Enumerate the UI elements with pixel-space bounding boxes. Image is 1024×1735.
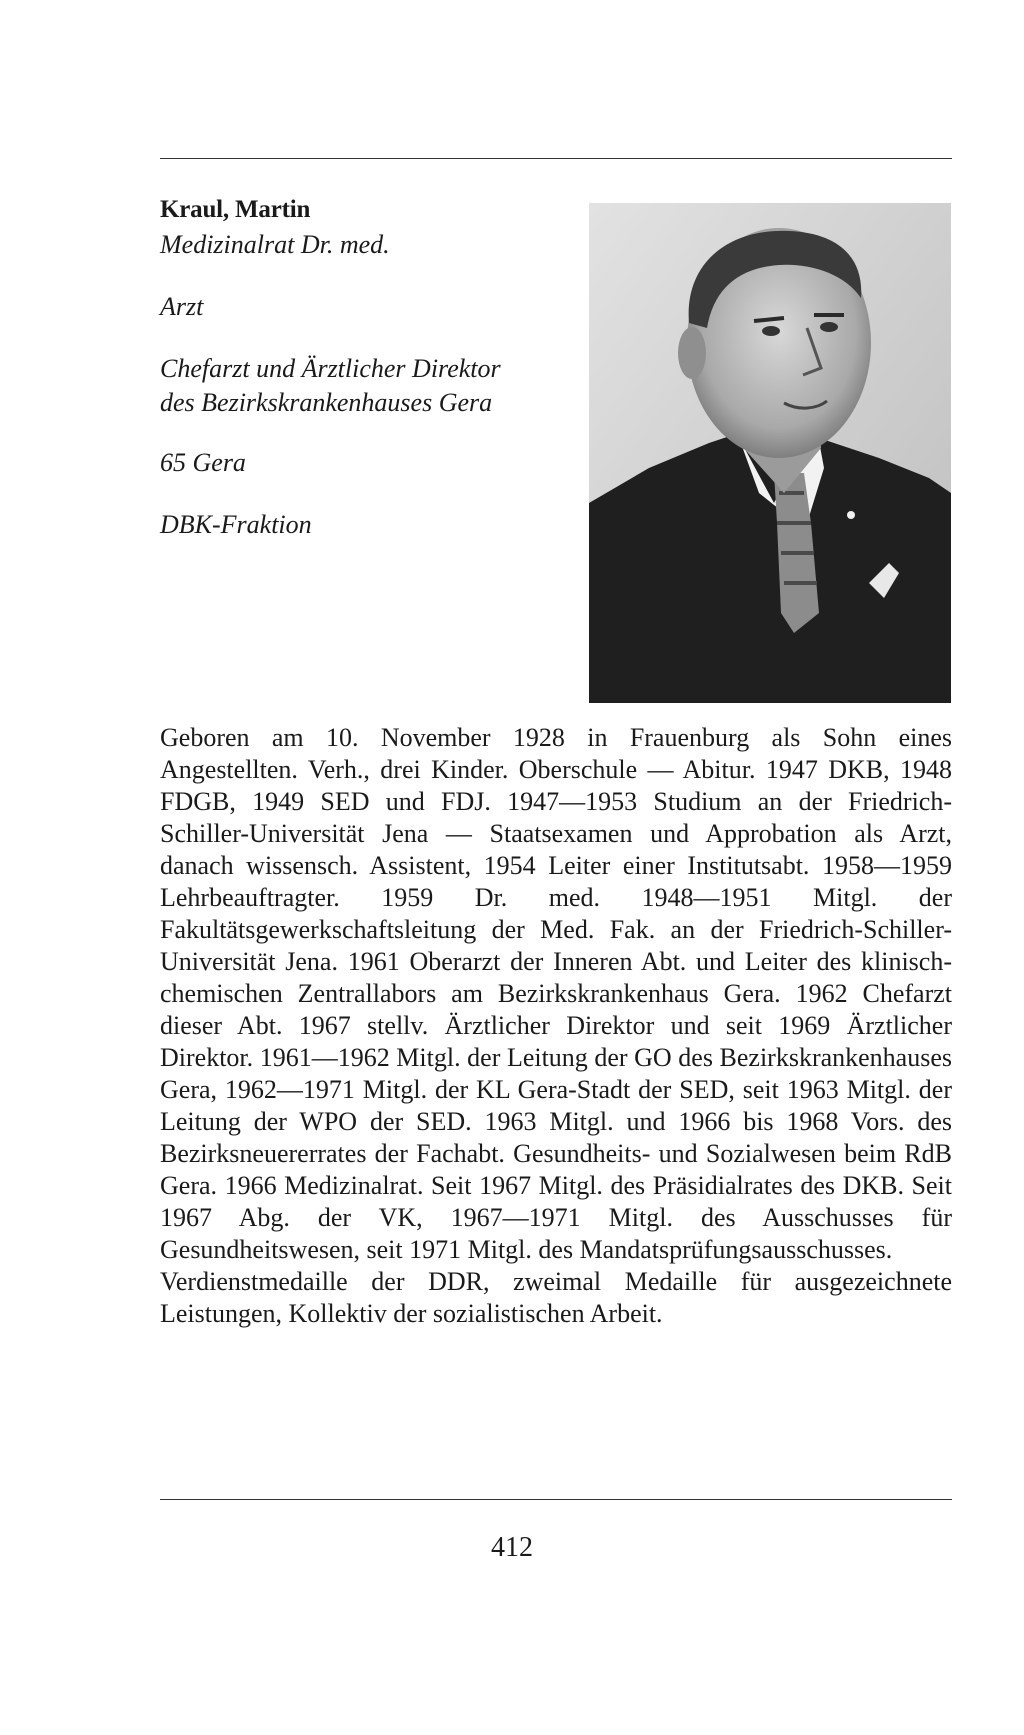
fraction: DBK-Fraktion <box>160 510 312 539</box>
biography-section <box>160 722 952 1330</box>
page-number: 412 <box>491 1532 533 1563</box>
portrait-photo <box>589 203 951 703</box>
portrait-photo-icon <box>589 203 951 703</box>
entry-header <box>160 196 580 262</box>
bottom-rule <box>160 1499 952 1500</box>
academic-title: Medizinalrat Dr. med. <box>160 230 390 259</box>
top-rule <box>160 158 952 159</box>
location: 65 Gera <box>160 448 246 477</box>
position <box>160 352 560 420</box>
position-line-1: Chefarzt und Ärztlicher Direktor <box>160 354 501 383</box>
profession: Arzt <box>160 292 204 321</box>
biography-text: Geboren am 10. November 1928 in Frauenburg als Sohn eines Angestellten. Verh., drei Kinder. Oberschule — Abitur. 1947 DKB, 1948 FDGB, 1949 SED und FDJ. 1947—1953 Studium an der Friedrich-Schiller-Universität Jena — Staatsexamen und Approbation als Arzt, danach wissensch. Assistent, 1954 Leiter einer Institutsabt. 1958—1959 Lehrbeauftragter. 1959 Dr. med. 1948—1951 Mitgl. der Fakultätsgewerkschaftsleitung der Med. Fak. an der Friedrich-Schiller-Universität Jena. 1961 Oberarzt der Inneren Abt. und Leiter des klinisch-chemischen Zentrallabors am Bezirkskrankenhaus Gera. 1962 Chefarzt dieser Abt. 1967 stellv. Ärztlicher Direktor und seit 1969 Ärztlicher Direktor. 1961—1962 Mitgl. der Leitung der GO des Bezirkskrankenhauses Gera, 1962—1971 Mitgl. der KL Gera-Stadt der SED, seit 1963 Mitgl. der Leitung der WPO der SED. 1963 Mitgl. und 1966 bis 1968 Vors. des Bezirksneuererrates der Fachabt. Gesundheits- und Sozialwesen beim RdB Gera. 1966 Medizinalrat. Seit 1967 Mitgl. des Präsidialrates des DKB. Seit 1967 Abg. der VK, 1967—1971 Mitgl. des Ausschusses für Gesundheitswesen, seit 1971 Mitgl. des Mandatsprüfungsausschusses. <box>160 723 952 1264</box>
person-name: Kraul, Martin <box>160 196 311 223</box>
position-line-2: des Bezirkskrankenhauses Gera <box>160 388 493 417</box>
awards-text: Verdienstmedaille der DDR, zweimal Medaille für ausgezeichnete Leistungen, Kollektiv der sozialistischen Arbeit. <box>160 1267 952 1328</box>
